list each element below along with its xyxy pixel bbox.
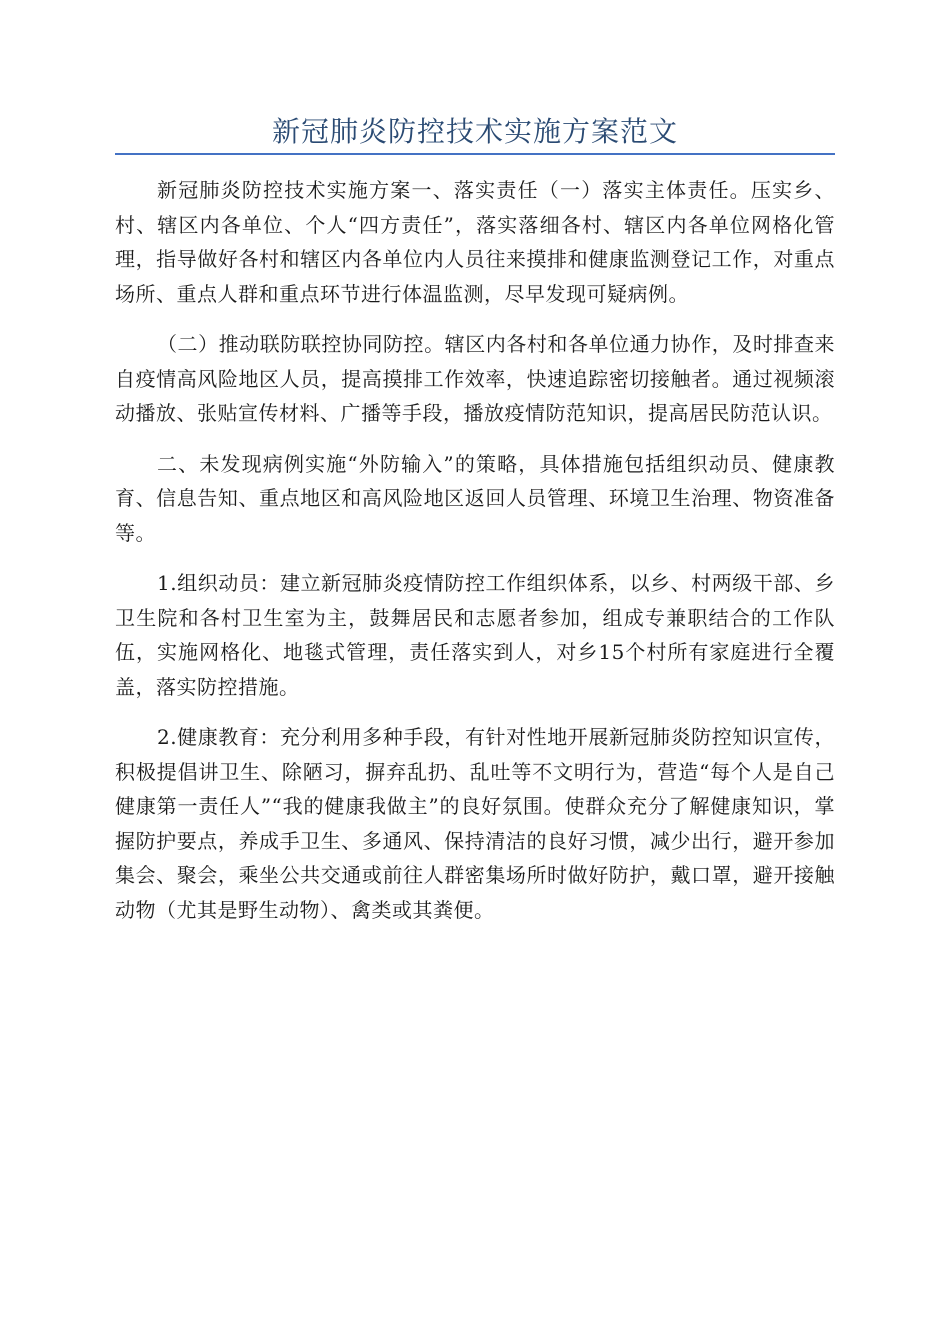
- paragraph-5: 2.健康教育：充分利用多种手段，有针对性地开展新冠肺炎防控知识宣传，积极提倡讲卫生、除陋习，摒弃乱扔、乱吐等不文明行为，营造“每个人是自己健康第一责任人”“我的健康我做主”的良好氛围。使群众充分了解健康知识，掌握防护要点，养成手卫生、多通风、保持清洁的良好习惯，减少出行，避开参加集会、聚会，乘坐公共交通或前往人群密集场所时做好防护，戴口罩，避开接触动物（尤其是野生动物）、禽类或其粪便。: [115, 725, 835, 922]
- title-underline: [115, 153, 835, 155]
- paragraph-1: 新冠肺炎防控技术实施方案一、落实责任（一）落实主体责任。压实乡、村、辖区内各单位、个人“四方责任”，落实落细各村、辖区内各单位网格化管理，指导做好各村和辖区内各单位内人员往来摸排和健康监测登记工作，对重点场所、重点人群和重点环节进行体温监测，尽早发现可疑病例。: [115, 178, 835, 306]
- paragraph-4: 1.组织动员：建立新冠肺炎疫情防控工作组织体系，以乡、村两级干部、乡卫生院和各村卫生室为主，鼓舞居民和志愿者参加，组成专兼职结合的工作队伍，实施网格化、地毯式管理，责任落实到人，对乡15个村所有家庭进行全覆盖，落实防控措施。: [115, 571, 835, 699]
- document-title: 新冠肺炎防控技术实施方案范文: [271, 115, 678, 148]
- paragraph-3: 二、未发现病例实施“外防输入”的策略，具体措施包括组织动员、健康教育、信息告知、重点地区和高风险地区返回人员管理、环境卫生治理、物资准备等。: [115, 451, 835, 545]
- document-body: [115, 173, 835, 943]
- paragraph-2: （二）推动联防联控协同防控。辖区内各村和各单位通力协作，及时排查来自疫情高风险地区人员，提高摸排工作效率，快速追踪密切接触者。通过视频滚动播放、张贴宣传材料、广播等手段，播放疫情防范知识，提高居民防范认识。: [115, 332, 835, 425]
